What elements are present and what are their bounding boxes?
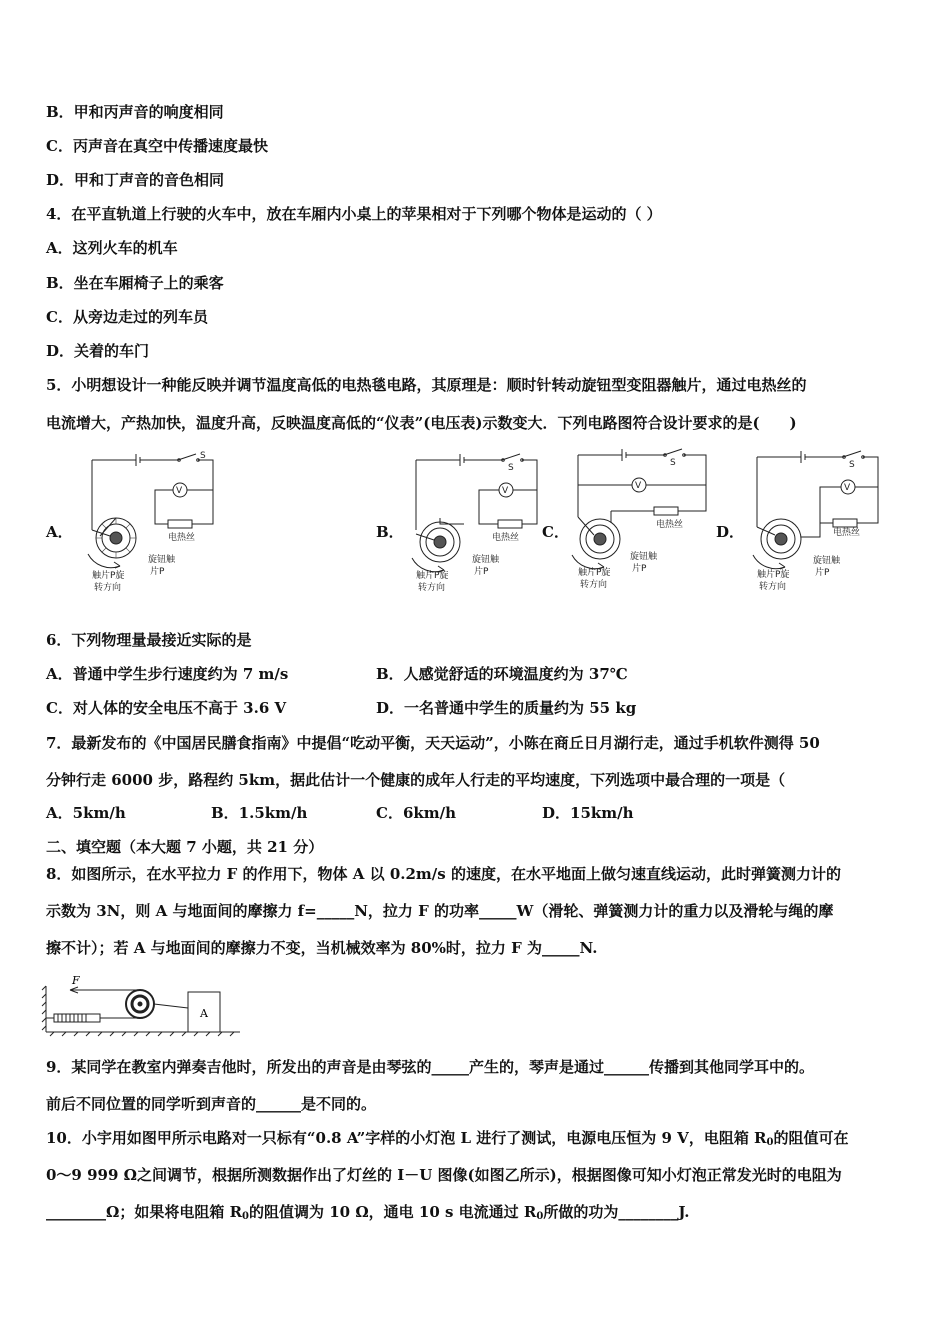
knob-label-2: 片P bbox=[474, 567, 489, 577]
knob-label-2: 片P bbox=[815, 568, 830, 578]
q7-option-a: A．5km/h bbox=[46, 804, 126, 822]
q6-option-d: D．一名普通中学生的质量约为 55 kg bbox=[376, 699, 637, 717]
q7-option-c: C．6km/h bbox=[376, 804, 457, 822]
heater-label: 电热丝 bbox=[833, 528, 861, 538]
knob-label-1: 旋钮触 bbox=[148, 555, 176, 565]
q5-option-d-label: D． bbox=[716, 523, 745, 541]
q3-option-d: D．甲和丁声音的音色相同 bbox=[46, 171, 225, 189]
switch-label: S bbox=[508, 463, 514, 473]
switch-label: S bbox=[849, 460, 855, 470]
q7-option-d: D．15km/h bbox=[542, 804, 634, 822]
q6-option-a: A．普通中学生步行速度约为 7 m/s bbox=[46, 665, 289, 683]
q4-option-d: D．关着的车门 bbox=[46, 342, 150, 360]
direction-label-2: 转方向 bbox=[759, 582, 787, 592]
q10-line3 bbox=[46, 1202, 690, 1227]
q7-option-b: B．1.5km/h bbox=[211, 804, 308, 822]
direction-label-2: 转方向 bbox=[418, 583, 446, 593]
q3-option-b: B．甲和丙声音的响度相同 bbox=[46, 103, 224, 121]
q4-option-b: B．坐在车厢椅子上的乘客 bbox=[46, 274, 224, 292]
switch-label: S bbox=[670, 458, 676, 468]
q5-stem-line1: 5．小明想设计一种能反映并调节温度高低的电热毯电路，其原理是：顺时针转动旋钮型变阻器触片，通过电热丝的 bbox=[46, 376, 807, 394]
q6-stem: 6．下列物理量最接近实际的是 bbox=[46, 631, 252, 649]
q8-pulley-figure bbox=[40, 970, 250, 1040]
heater-label: 电热丝 bbox=[492, 533, 520, 543]
q10-line1 bbox=[46, 1128, 849, 1153]
q5-option-b-label: B． bbox=[376, 523, 404, 541]
q4-option-c: C．从旁边走过的列车员 bbox=[46, 308, 208, 326]
heater-label: 电热丝 bbox=[656, 520, 684, 530]
q4-stem: 4．在平直轨道上行驶的火车中，放在车厢内小桌上的苹果相对于下列哪个物体是运动的（ ） bbox=[46, 205, 662, 223]
knob-label-1: 旋钮触 bbox=[630, 552, 658, 562]
q5-option-a-label: A． bbox=[46, 523, 73, 541]
voltmeter-label: V bbox=[635, 481, 642, 491]
knob-label-1: 旋钮触 bbox=[813, 556, 841, 566]
direction-label-2: 转方向 bbox=[94, 583, 122, 593]
heater-label: 电热丝 bbox=[168, 533, 196, 543]
subscript-zero: 0 bbox=[766, 1137, 774, 1148]
q10-line1-text-b: 的阻值可在 bbox=[773, 1129, 849, 1147]
voltmeter-label: V bbox=[176, 486, 183, 496]
subscript-zero: 0 bbox=[536, 1211, 544, 1222]
q7-stem-line2: 分钟行走 6000 步，路程约 5km，据此估计一个健康的成年人行走的平均速度，下列选项中最合理的一项是（ bbox=[46, 771, 786, 789]
q10-line3-text-c: 所做的功为________J. bbox=[543, 1203, 690, 1221]
knob-label-2: 片P bbox=[150, 567, 165, 577]
knob-label-1: 旋钮触 bbox=[472, 555, 500, 565]
subscript-zero: 0 bbox=[242, 1211, 250, 1222]
q4-option-a: A．这列火车的机车 bbox=[46, 239, 178, 257]
force-label: F bbox=[72, 974, 80, 987]
voltmeter-label: V bbox=[844, 483, 851, 493]
q3-option-c: C．丙声音在真空中传播速度最快 bbox=[46, 137, 268, 155]
q10-line3-text-a: ________Ω；如果将电阻箱 R bbox=[46, 1203, 243, 1221]
direction-label-1: 触片P旋 bbox=[757, 570, 790, 580]
direction-label-1: 触片P旋 bbox=[92, 571, 125, 581]
q10-line3-text-b: 的阻值调为 10 Ω，通电 10 s 电流通过 R bbox=[249, 1203, 537, 1221]
q8-line2: 示数为 3N，则 A 与地面间的摩擦力 f=_____N，拉力 F 的功率_____W（滑轮、弹簧测力计的重力以及滑轮与绳的摩 bbox=[46, 902, 834, 920]
q10-line1-text-a: 10．小宇用如图甲所示电路对一只标有“0.8 A”字样的小灯泡 L 进行了测试，电源电压恒为 9 V，电阻箱 R bbox=[46, 1129, 767, 1147]
knob-label-2: 片P bbox=[632, 564, 647, 574]
q7-stem-line1: 7．最新发布的《中国居民膳食指南》中提倡“吃动平衡，天天运动”，小陈在商丘日月湖行走，通过手机软件测得 50 bbox=[46, 734, 820, 752]
q5-circuit-a bbox=[80, 450, 230, 600]
q6-option-b: B．人感觉舒适的环境温度约为 37℃ bbox=[376, 665, 628, 683]
direction-label-1: 触片P旋 bbox=[578, 568, 611, 578]
q5-stem-line2: 电流增大，产热加快，温度升高，反映温度高低的“仪表”(电压表)示数变大．下列电路图符合设计要求的是( ) bbox=[46, 414, 797, 432]
direction-label-2: 转方向 bbox=[580, 580, 608, 590]
section-heading: 二、填空题（本大题 7 小题，共 21 分） bbox=[46, 838, 324, 856]
q8-line1: 8．如图所示，在水平拉力 F 的作用下，物体 A 以 0.2m/s 的速度，在水平地面上做匀速直线运动，此时弹簧测力计的 bbox=[46, 865, 841, 883]
q10-line2: 0～9 999 Ω之间调节，根据所测数据作出了灯丝的 I－U 图像(如图乙所示)，根据图像可知小灯泡正常发光时的电阻为 bbox=[46, 1166, 842, 1184]
q6-option-c: C．对人体的安全电压不高于 3.6 V bbox=[46, 699, 287, 717]
switch-label: S bbox=[200, 451, 206, 461]
voltmeter-label: V bbox=[502, 486, 509, 496]
q5-option-c-label: C． bbox=[542, 523, 569, 541]
q9-line1: 9．某同学在教室内弹奏吉他时，所发出的声音是由琴弦的_____产生的，琴声是通过______传播到其他同学耳中的。 bbox=[46, 1058, 814, 1076]
q9-line2: 前后不同位置的同学听到声音的______是不同的。 bbox=[46, 1095, 377, 1113]
q5-circuit-b bbox=[404, 450, 554, 600]
block-label: A bbox=[200, 1007, 208, 1020]
direction-label-1: 触片P旋 bbox=[416, 571, 449, 581]
q8-line3: 擦不计）；若 A 与地面间的摩擦力不变，当机械效率为 80%时，拉力 F 为_____N. bbox=[46, 939, 598, 957]
q5-circuit-d bbox=[745, 447, 895, 597]
q5-circuit-c bbox=[566, 445, 716, 595]
